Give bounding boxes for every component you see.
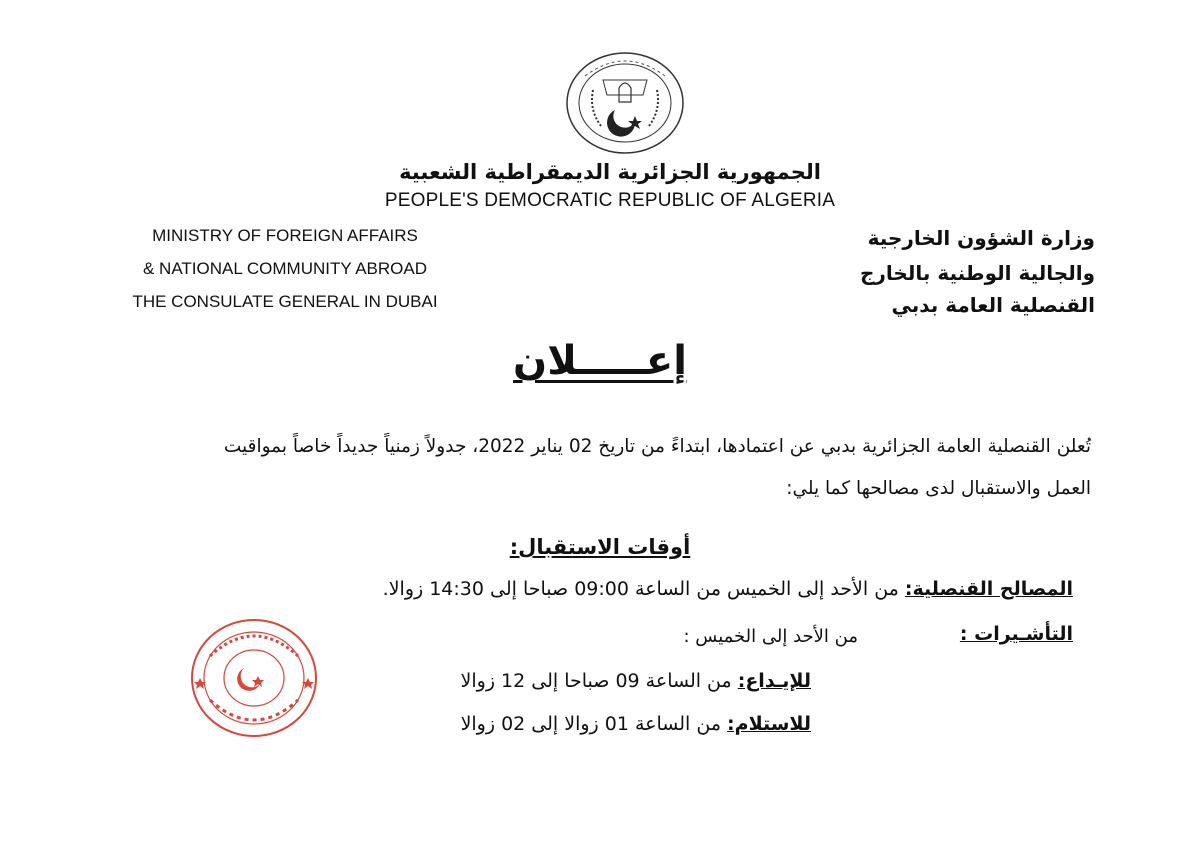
reception-hours-title: أوقات الاستقبال:: [509, 535, 691, 559]
consular-services-label: المصالح القنصلية:: [904, 578, 1073, 600]
visa-deposit-hours: من الساعة 09 صباحا إلى 12 زوالا: [460, 670, 738, 692]
visa-deposit-row: [351, 670, 811, 692]
consular-services-row: [253, 578, 1073, 600]
consular-services-hours: من الأحد إلى الخميس من الساعة 09:00 صباحا إلى 14:30 زوالا.: [382, 578, 905, 600]
ministry-english-line-1: MINISTRY OF FOREIGN AFFAIRS: [152, 226, 418, 245]
ministry-arabic-line-1: وزارة الشؤون الخارجية: [867, 226, 1095, 250]
visa-deposit-label: للإيـداع:: [737, 670, 811, 692]
ministry-english-line-2: & NATIONAL COMMUNITY ABROAD: [142, 259, 427, 278]
consulate-seal-stamp-icon: [188, 616, 320, 740]
visa-collection-row: [351, 713, 811, 735]
algeria-state-emblem-icon: [563, 50, 687, 156]
country-name-arabic: الجمهورية الجزائرية الديمقراطية الشعبية: [399, 160, 821, 184]
ministry-english-line-3: THE CONSULATE GENERAL IN DUBAI: [132, 292, 438, 311]
ministry-arabic-line-2: والجالية الوطنية بالخارج: [859, 261, 1095, 285]
announcement-paragraph-line-1: تُعلن القنصلية العامة الجزائرية بدبي عن اعتمادها، ابتداءً من تاريخ 02 يناير 2022، جدولاً زمنياً جديداً خاصاً بمواقيت: [223, 436, 1091, 457]
visa-collection-label: للاستلام:: [727, 713, 811, 735]
visa-collection-hours: من الساعة 01 زوالا إلى 02 زوالا: [460, 713, 728, 735]
visas-label: التأشـيرات :: [959, 623, 1073, 645]
visas-row-label: [873, 623, 1073, 645]
ministry-arabic-line-3: القنصلية العامة بدبي: [891, 293, 1095, 317]
country-name-english: PEOPLE'S DEMOCRATIC REPUBLIC OF ALGERIA: [384, 190, 836, 211]
visas-days: من الأحد إلى الخميس :: [683, 626, 858, 647]
announcement-paragraph-line-2: العمل والاستقبال لدى مصالحها كما يلي:: [786, 478, 1091, 499]
announcement-title: إعـــــلان: [513, 338, 687, 384]
